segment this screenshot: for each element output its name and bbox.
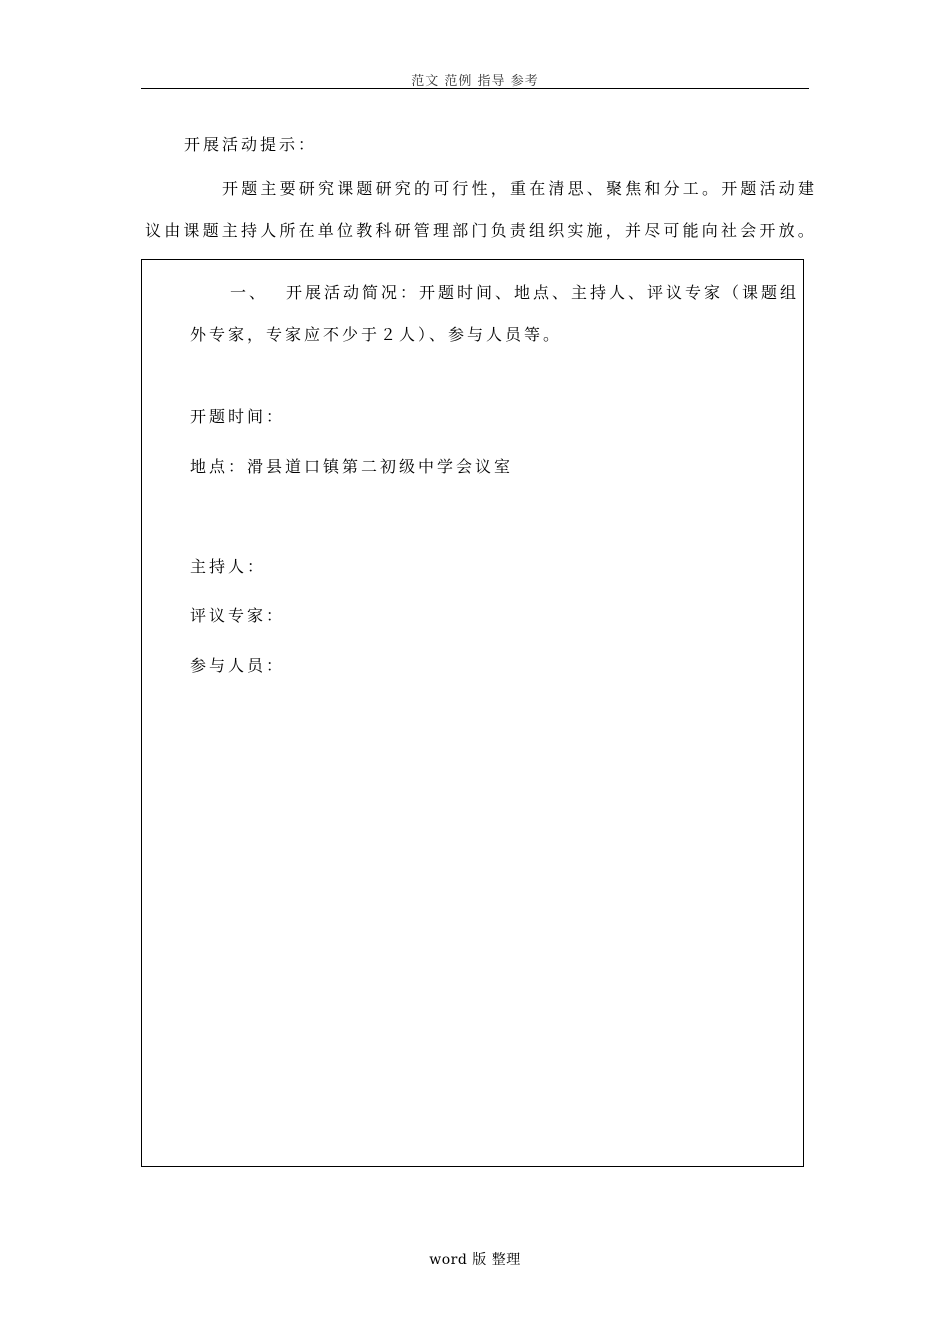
section-number: 一、	[230, 283, 269, 302]
section-heading-text: 开展活动简况：开题时间、地点、主持人、评议专家（课题组	[286, 283, 800, 302]
host-field: 主持人：	[190, 557, 267, 576]
tips-paragraph-line-2: 议由课题主持人所在单位教科研管理部门负责组织实施，并尽可能向社会开放。	[145, 221, 818, 240]
section-heading-continuation: 外专家，专家应不少于２人）、参与人员等。	[190, 325, 563, 344]
location-field: 地点：滑县道口镇第二初级中学会议室	[190, 457, 514, 476]
section-heading	[230, 280, 799, 303]
header-divider	[141, 88, 809, 89]
tips-paragraph-line-1: 开题主要研究课题研究的可行性，重在清思、聚焦和分工。开题活动建	[222, 179, 818, 198]
tips-title: 开展活动提示：	[184, 135, 318, 154]
page-header: 范文 范例 指导 参考	[411, 74, 539, 89]
opening-time-field: 开题时间：	[190, 407, 286, 426]
participants-field: 参与人员：	[190, 656, 286, 675]
review-experts-field: 评议专家：	[190, 606, 286, 625]
activity-form-box	[141, 259, 804, 1167]
page-footer: word 版 整理	[429, 1252, 521, 1268]
